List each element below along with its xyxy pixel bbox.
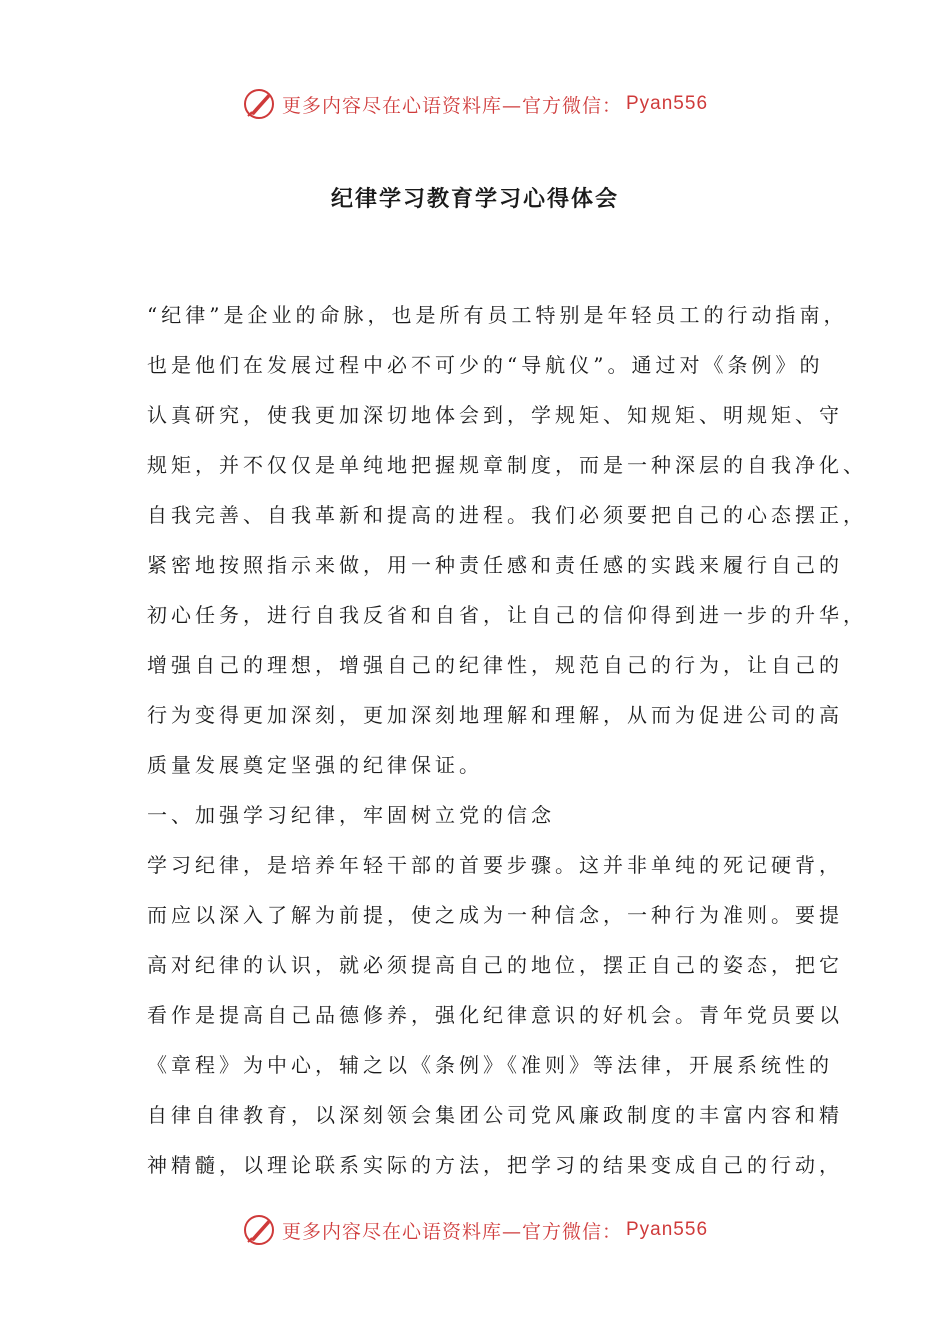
body-line: 初心任务，进行自我反省和自省，让自己的信仰得到进一步的升华，: [147, 603, 867, 627]
wechat-id: Pyan556: [626, 1219, 709, 1240]
body-line: 看作是提高自己品德修养，强化纪律意识的好机会。青年党员要以: [147, 1003, 843, 1027]
watermark-text: 更多内容尽在心语资料库—官方微信：: [281, 1220, 622, 1243]
quill-logo-icon: [242, 87, 276, 121]
section-heading: 一、加强学习纪律，牢固树立党的信念: [147, 803, 555, 827]
header-watermark: [0, 84, 950, 124]
body-line: 行为变得更加深刻，更加深刻地理解和理解，从而为促进公司的高: [147, 703, 843, 727]
footer-watermark: [0, 1210, 950, 1250]
body-line: 《章程》为中心，辅之以《条例》《准则》等法律，开展系统性的: [147, 1053, 833, 1077]
body-line: 神精髓，以理论联系实际的方法，把学习的结果变成自己的行动，: [147, 1153, 843, 1177]
body-line: 质量发展奠定坚强的纪律保证。: [147, 753, 483, 777]
body-line: “纪律”是企业的命脉，也是所有员工特别是年轻员工的行动指南，: [147, 303, 848, 327]
body-line: 增强自己的理想，增强自己的纪律性，规范自己的行为，让自己的: [147, 653, 843, 677]
body-line: 学习纪律，是培养年轻干部的首要步骤。这并非单纯的死记硬背，: [147, 853, 843, 877]
body-line: 自律自律教育，以深刻领会集团公司党风廉政制度的丰富内容和精: [147, 1103, 843, 1127]
quill-logo-icon: [242, 1213, 276, 1247]
document-body: [147, 290, 867, 1190]
body-line: 而应以深入了解为前提，使之成为一种信念，一种行为准则。要提: [147, 903, 843, 927]
wechat-id: Pyan556: [626, 93, 709, 114]
body-line: 高对纪律的认识，就必须提高自己的地位，摆正自己的姿态，把它: [147, 953, 843, 977]
body-line: 自我完善、自我革新和提高的进程。我们必须要把自己的心态摆正，: [147, 503, 867, 527]
watermark-text: 更多内容尽在心语资料库—官方微信：: [281, 94, 622, 117]
body-line: 紧密地按照指示来做，用一种责任感和责任感的实践来履行自己的: [147, 553, 843, 577]
body-line: 也是他们在发展过程中必不可少的“导航仪”。通过对《条例》的: [147, 353, 824, 377]
body-line: 认真研究，使我更加深切地体会到，学规矩、知规矩、明规矩、守: [147, 403, 843, 427]
body-line: 规矩，并不仅仅是单纯地把握规章制度，而是一种深层的自我净化、: [147, 453, 867, 477]
document-title: 纪律学习教育学习心得体会: [330, 187, 619, 212]
